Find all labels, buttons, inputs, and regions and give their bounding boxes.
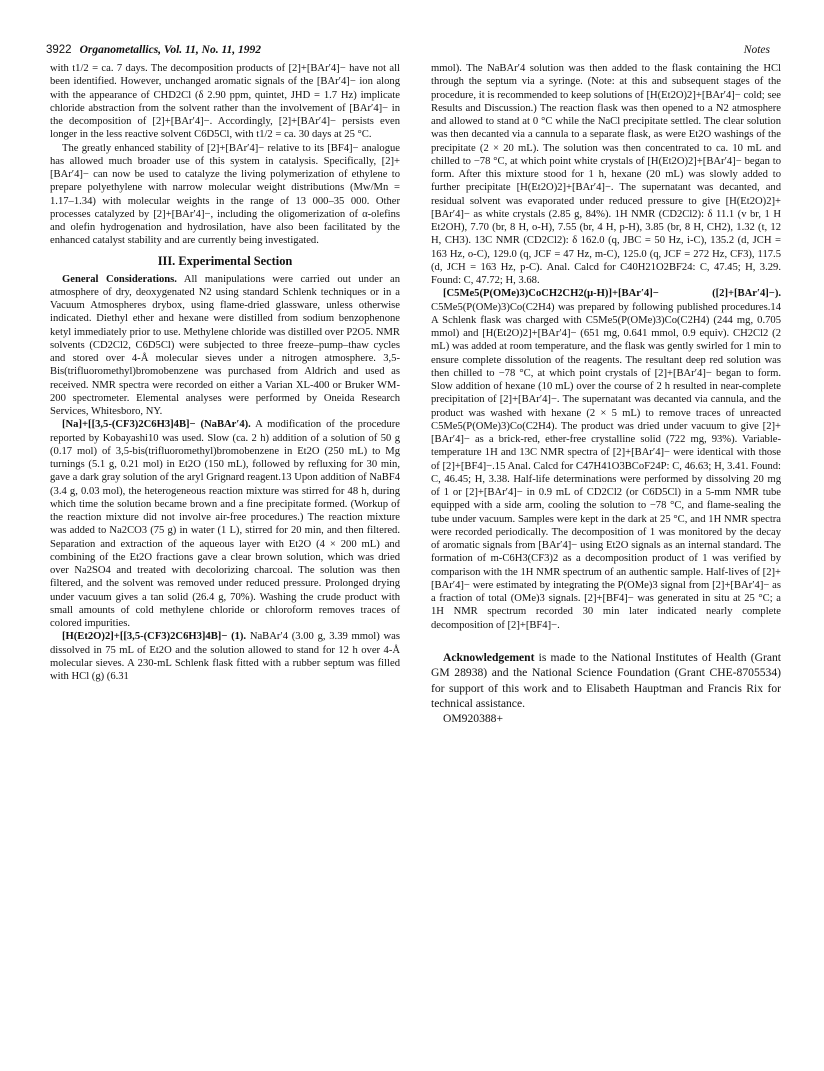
paragraph-body: NaBAr′4 (3.00 g, 3.39 mmol) was dissolved in 75 mL of Et2O and the solution allowed to stand for 12 h over 4-Å molecular sieves. A 230-mL Schlenk flask fitted with a rubber septum was filled with HCl (g) (6.31 (50, 631, 400, 682)
running-head-left (46, 40, 261, 60)
paragraph-nabar-synthesis (50, 418, 400, 630)
paragraph-general-considerations (50, 273, 400, 419)
paragraph-cobalt-synthesis (431, 287, 781, 632)
run-in-heading: [H(Et2O)2]+[[3,5-(CF3)2C6H3]4B]− (1). (62, 631, 247, 643)
paragraph-body: C5Me5(P(OMe)3)Co(C2H4) was prepared by following published procedures.14 A Schlenk flask was charged with C5Me5(P(OMe)3)Co(C2H4) (244 mg, 0.705 mmol) and [H(Et2O)2]+[BAr′4]− (651 mg, 0.641 mmol, 0.9 equiv). CH2Cl2 (2 mL) was added at room temperature, and the flask was gently swirled for 1 min to ensure complete dissolution of the reagents. The resultant deep red solution was then chilled to −78 °C, at which point crystals of [2]+[BAr′4]− began to form. Slow addition of hexane (10 mL) over the course of 2 h resulted in near-complete precipitation of [2]+[BAr′4]−. The supernatant was decanted via cannula, and the product was washed with hexane (2 × 5 mL) to remove traces of unreacted C5Me5(P(OMe)3)Co(C2H4). The product was dried under vacuum to give [2]+[BAr′4]− as a brick-red, ether-free crystalline solid (722 mg, 93%). Variable-temperature 1H and 13C NMR spectra of [2]+[BAr′4]− were identical with those of [2]+[BF4]−.15 Anal. Calcd for C47H41O3BCoF24P: C, 46.63; H, 3.41. Found: C, 46.45; H, 3.38. Half-life determinations were performed by dissolving 20 mg of 1 or [2]+[BAr′4]− in 0.9 mL of CD2Cl2 (or C6D5Cl) in a 5-mm NMR tube equipped with a side arm, cooling the solution to −78 °C, and flame-sealing the tube under vacuum. Samples were kept in the dark at 25 °C, and 1H NMR spectra were recorded periodically. The decomposition of 1 was monitored by the decay of aromatic signals from [BAr′4]− using Et2O signals as an internal standard. The formation of m-C6H3(CF3)2 as a decomposition product of 1 was verified by comparison with the 1H NMR spectrum of an authentic sample. Half-lives of [2]+[BAr′4]− were estimated by integrating the P(OMe)3 signal from [2]+[BAr′4]− as a fraction of total (OMe)3 signals. [2]+[BF4]− was generated in situ at 25 °C; a 1H NMR spectrum recorded 30 min later indicated nearly complete decomposition of [2]+[BF4]−. (431, 301, 781, 631)
left-column (50, 62, 400, 683)
acknowledgement-body: is made to the National Institutes of Health (Grant GM 28938) and the National Science Foundation (Grant CHE-8705534) for support of this work and to Elisabeth Hauptman and Francis Rix for technical assistance. (431, 650, 781, 711)
journal-citation: Organometallics, Vol. 11, No. 11, 1992 (79, 44, 262, 56)
run-in-heading: [C5Me5(P(OMe)3)CoCH2CH2(μ-H)]+[BAr′4]− ([2]+[BAr′4]−). (443, 288, 781, 300)
page-header (46, 40, 770, 60)
right-column (431, 62, 781, 725)
paragraph-heto-continued: mmol). The NaBAr′4 solution was then added to the flask containing the HCl through the septum via a syringe. (Note: at this and subsequent stages of the procedure, it is recommended to keep solutions of [H(Et2O)2]+[BAr′4]− cold; see Results and Discussion.) The reaction flask was then opened to a N2 atmosphere and allowed to stand at 0 °C while the NaCl precipitate settled. The clear solution was then decanted via a cannula to a separate flask, as were Et2O washings of the precipitate (2 × 20 mL). The solution was then concentrated to ca. 10 mL and chilled to −78 °C, at which point white crystals of [H(Et2O)2]+[BAr′4]− began to form. After this mixture stood for 1 h, hexane (20 mL) was slowly added to further precipitate [H(Et2O)2]+[BAr′4]−. The supernatant was decanted, and residual solvent was evaporated under reduced pressure to give [H(Et2O)2]+[BAr′4]− as white crystals (2.85 g, 84%). 1H NMR (CD2Cl2): δ 11.1 (v br, 1 H Et2OH), 7.70 (br, 8 H, o-H), 7.55 (br, 4 H, p-H), 3.85 (br, 8 H, CH2), 1.32 (t, 12 H, CH3). 13C NMR (CD2Cl2): δ 162.0 (q, JBC = 50 Hz, i-C), 135.2 (d, JCH = 163 Hz, o-C), 129.0 (q, JCF = 47 Hz, m-C), 125.0 (q, JCF = 272 Hz, CF3), 117.5 (d, JCH = 163 Hz, p-C). Anal. Calcd for C40H21O2BF24: C, 47.45; H, 3.29. Found: C, 47.72; H, 3.68. (431, 63, 781, 286)
paragraph-body: A modification of the procedure reported by Kobayashi10 was used. Slow (ca. 2 h) addition of a solution of 50 g (0.17 mol) of 3,5-bis(trifluoromethyl)bromobenzene in Et2O (250 mL) to Mg turnings (5.1 g, 0.21 mol) in Et2O (150 mL), followed by refluxing for 30 min, gave a dark gray solution of the aryl Grignard reagent.13 Upon addition of NaBF4 (3.4 g, 0.03 mol), the heterogeneous reaction mixture was stirred for 48 h, during which time the solution became brown and a fine precipitate formed. (Workup of the reaction mixture did not involve air-free procedures.) The reaction mixture was added to Na2CO3 (75 g) in water (1 L), stirred for 20 min, and then filtered. Separation and extraction of the aqueous layer with Et2O (4 × 200 mL) and combining of the Et2O fractions gave a clear brown solution, which was dried over Na2SO4 and treated with decolorizing charcoal. The solution was then filtered, and the solvent was removed under reduced pressure. Prolonged drying under vacuum gives a tan solid (26.4 g, 70%). Washing the crude product with small amounts of cold methylene chloride or chloroform removes traces of colored impurities. (50, 419, 400, 629)
manuscript-code: OM920388+ (443, 711, 504, 725)
acknowledgement-heading: Acknowledgement (443, 650, 535, 664)
section-label: Notes (743, 44, 770, 56)
section-heading: III. Experimental Section (157, 253, 293, 268)
paragraph-heto-synthesis (50, 630, 400, 683)
run-in-heading: General Considerations. (62, 273, 177, 285)
run-in-heading: [Na]+[[3,5-(CF3)2C6H3]4B]− (NaBAr′4). (62, 419, 251, 431)
paragraph-decomposition: with t1/2 = ca. 7 days. The decomposition products of [2]+[BAr′4]− have not all been identified. However, unchanged aromatic signals of the [BAr′4]− ion along with the appearance of CHD2Cl (δ 2.90 ppm, quintet, JHD = 1.7 Hz) implicate chloride abstraction from the solvent rather than the involvement of [BAr′4]− in the decomposition of [2]+[BAr′4]−. Accordingly, [2]+[BAr′4]− persists even longer in the less reactive solvent C6D5Cl, with t1/2 = ca. 30 days at 25 °C. (50, 63, 400, 141)
page-number: 3922 (46, 44, 72, 56)
paragraph-acknowledgement (431, 650, 781, 712)
paragraph-catalysis: The greatly enhanced stability of [2]+[BAr′4]− relative to its [BF4]− analogue has allowed much broader use of this system in catalysis. Specifically, [2]+[BAr′4]− can now be used to catalyze the living polymerization of ethylene to prepare polyethylene with narrow molecular weight distributions (Mw/Mn = 1.17–1.34) with molecular weights in the range of 13 000–35 000. Other processes catalyzed by [2]+[BAr′4]−, including the oligomerization of α-olefins and olefin hydrogenation and hydrosilation, have also been facilitated by the enhanced catalyst stability and are currently being investigated. (50, 142, 400, 247)
paragraph-body: All manipulations were carried out under an atmosphere of dry, deoxygenated N2 using standard Schlenk techniques or in a Vacuum Atmospheres drybox, using flame-dried glassware, unless otherwise indicated. Diethyl ether and hexane were distilled from sodium benzophenone ketyl immediately prior to use. Methylene chloride was distilled over P2O5. NMR solvents (CD2Cl2, C6D5Cl) were subjected to three freeze–pump–thaw cycles and stored over 4-Å molecular sieves under a nitrogen atmosphere. 3,5-Bis(trifluoromethyl)bromobenzene was purchased from Aldrich and used as received. NMR spectra were recorded on either a Varian XL-400 or Bruker WM-200 spectrometer. Elemental analyses were performed by Oneida Research Services, Whitesboro, NY. (50, 273, 400, 417)
